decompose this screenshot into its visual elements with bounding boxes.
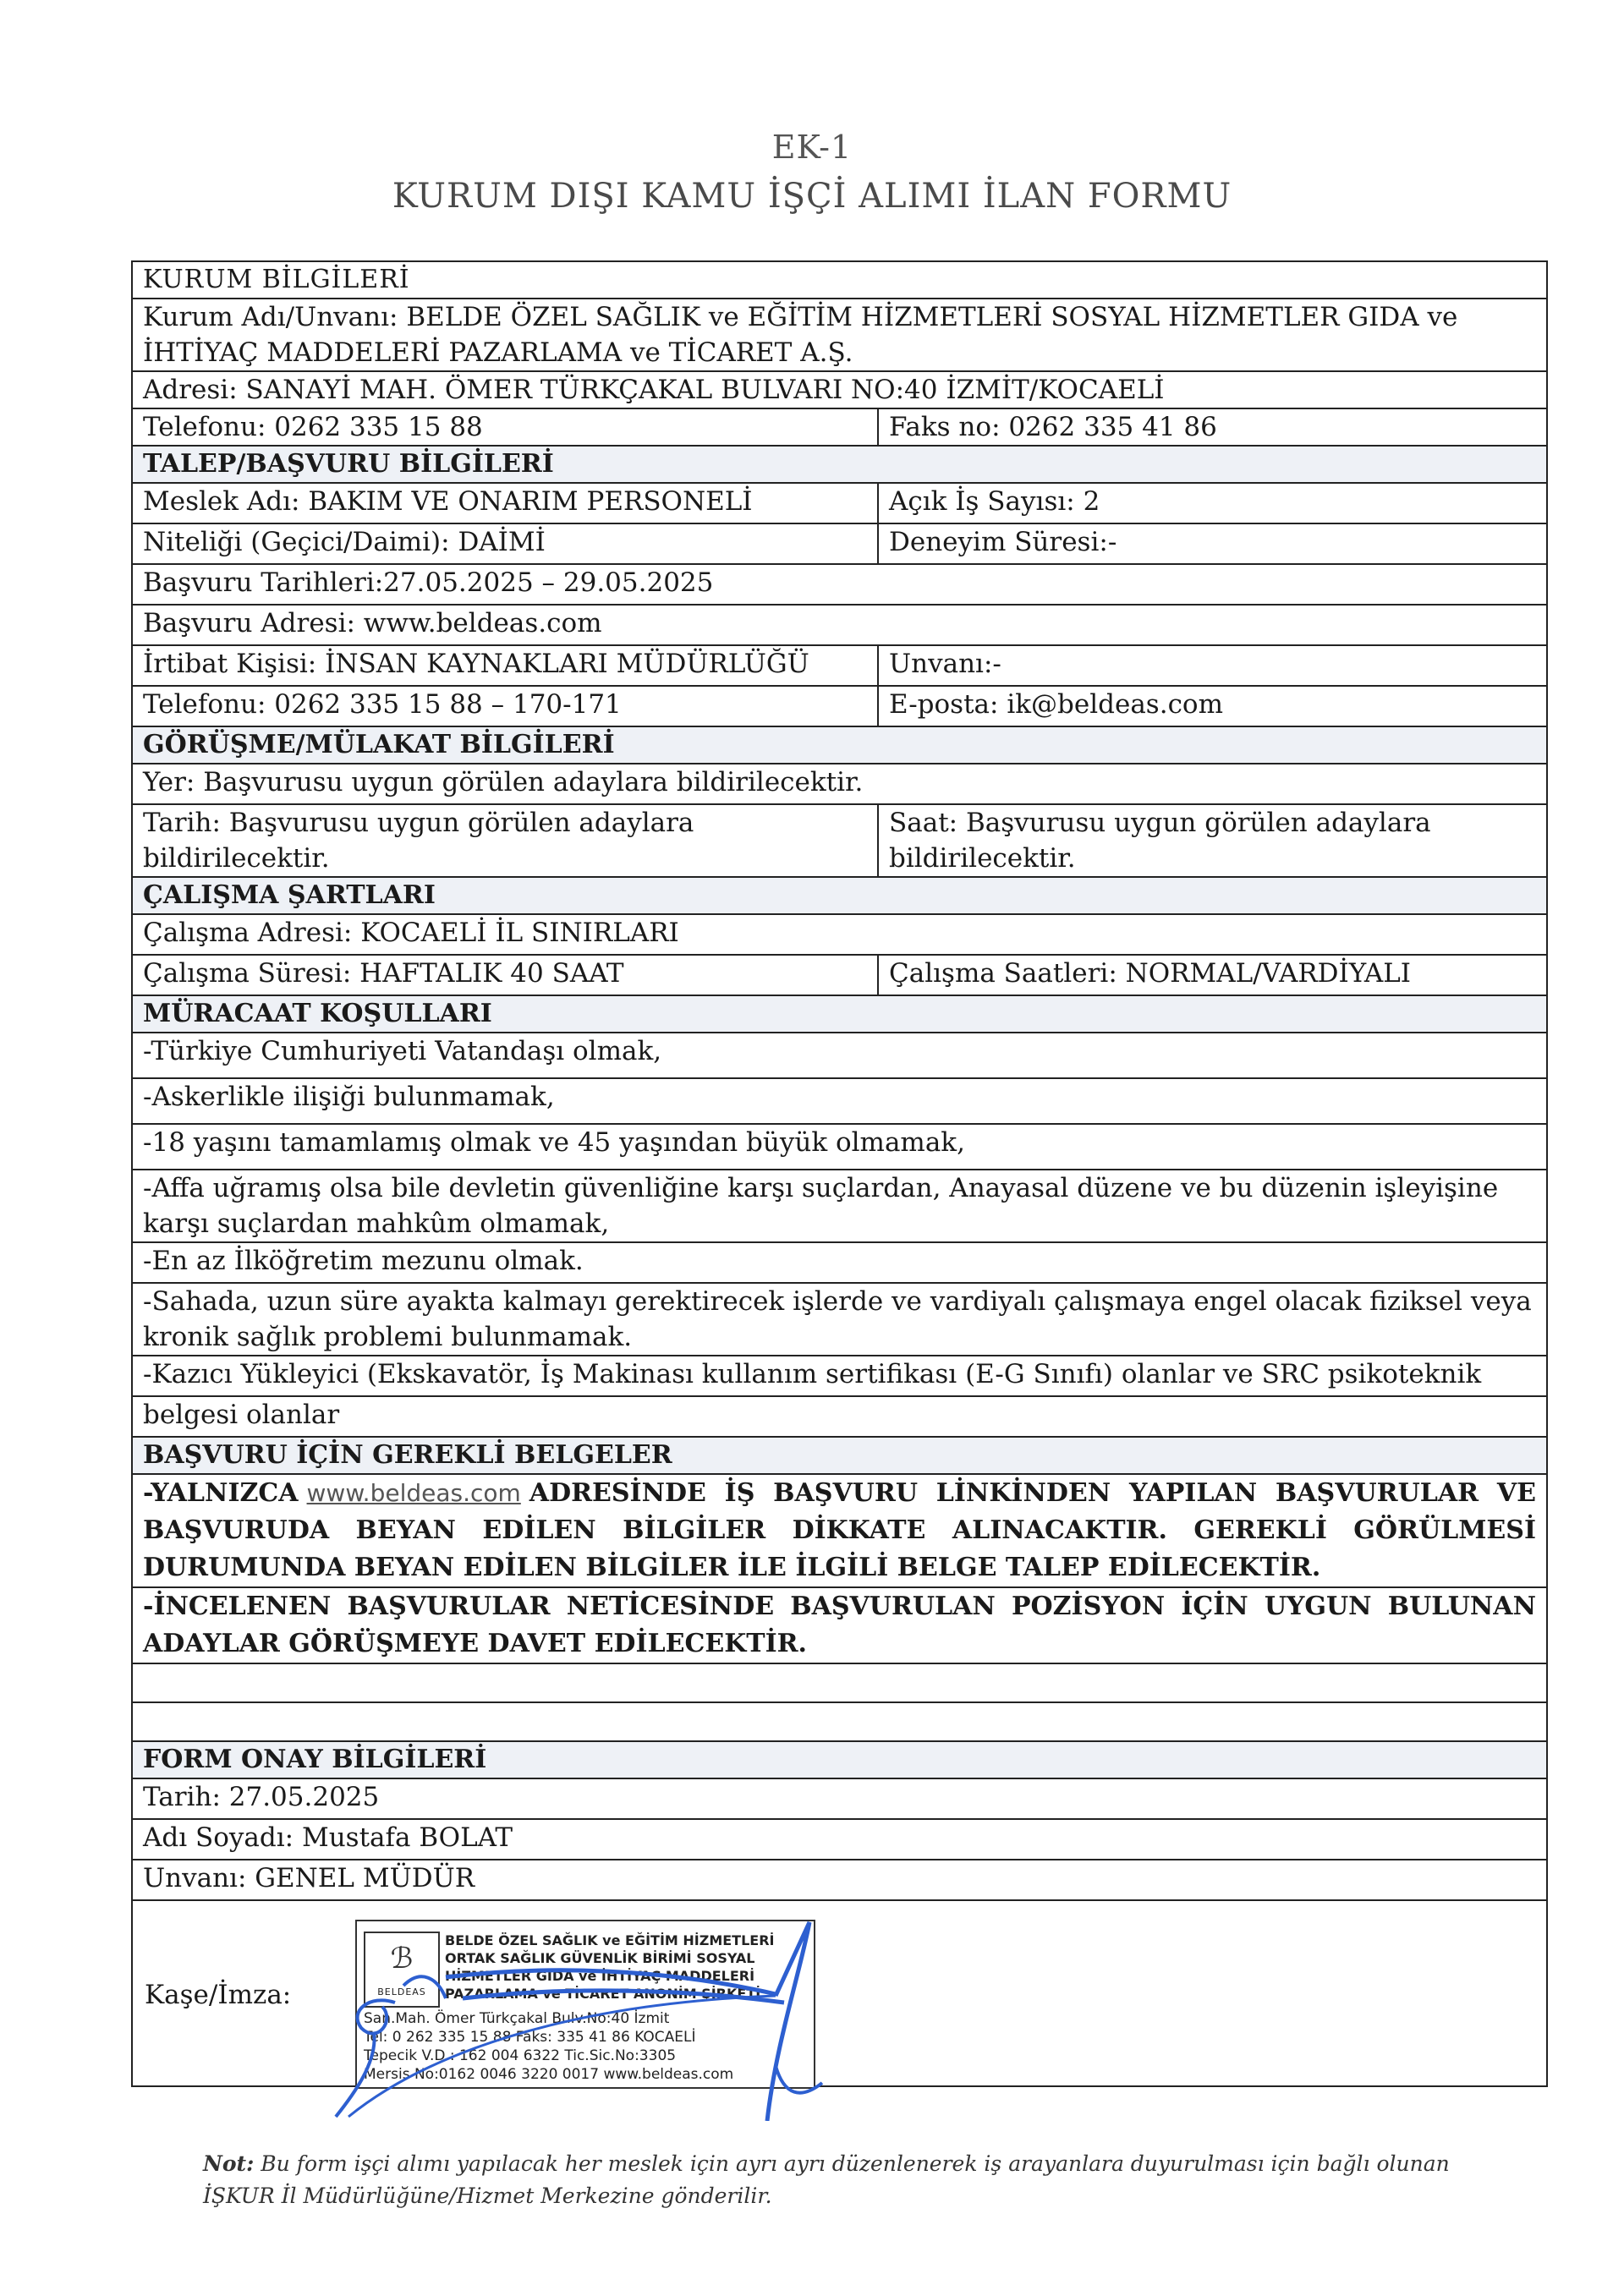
required-documents-text: ADRESİNDE İŞ BAŞVURU LİNKİNDEN YAPILAN BAŞVURULAR VE BAŞVURUDA BEYAN EDİLEN BİLGİLER DİKKATE ALINACAKTIR. GEREKLİ GÖRÜLMESİ DURUMUNDA BEYAN EDİLEN BİLGİLER İLE İLGİLİ BELGE TALEP EDİLECEKTİR.: [143, 1478, 1536, 1582]
interview-date-line1: Tarih: Başvurusu uygun görülen adaylara: [143, 808, 694, 838]
contact-phone: Telefonu: 0262 335 15 88 – 170-171: [132, 686, 878, 726]
logo-mark: ℬ: [390, 1942, 414, 1975]
interview-place: Yer: Başvurusu uygun görülen adaylara bildirilecektir.: [132, 764, 1547, 804]
job-posting-form-table: [131, 260, 1548, 2087]
required-documents-item-2: -İNCELENEN BAŞVURULAR NETİCESİNDE BAŞVURULAN POZİSYON İÇİN UYGUN BULUNAN ADAYLAR GÖRÜŞMEYE DAVET EDİLECEKTİR.: [132, 1587, 1547, 1663]
stamp-head-line: ORTAK SAĞLIK GÜVENLİK BİRİMİ SOSYAL: [445, 1950, 755, 1966]
requirement-item: -Kazıcı Yükleyici (Ekskavatör, İş Makinası kullanım sertifikası (E-G Sınıfı) olanlar ve SRC psikoteknik: [132, 1356, 1547, 1396]
section-header-application: TALEP/BAŞVURU BİLGİLERİ: [132, 446, 1547, 483]
interview-time: [878, 804, 1547, 877]
contact-title: Unvanı:-: [878, 645, 1547, 686]
institution-name-line1: Kurum Adı/Unvanı: BELDE ÖZEL SAĞLIK ve EĞİTİM HİZMETLERİ SOSYAL HİZMETLER GIDA ve: [143, 302, 1458, 332]
requirement-item: -Türkiye Cumhuriyeti Vatandaşı olmak,: [132, 1033, 1547, 1078]
institution-name-line2: İHTİYAÇ MADDELERİ PAZARLAMA ve TİCARET A.Ş.: [143, 337, 853, 368]
application-dates: Başvuru Tarihleri:27.05.2025 – 29.05.2025: [132, 564, 1547, 605]
document-header: [0, 125, 1624, 222]
approval-date: Tarih: 27.05.2025: [132, 1778, 1547, 1819]
approver-name: Adı Soyadı: Mustafa BOLAT: [132, 1819, 1547, 1860]
contact-person: İrtibat Kişisi: İNSAN KAYNAKLARI MÜDÜRLÜĞÜ: [132, 645, 878, 686]
institution-address: Adresi: SANAYİ MAH. ÖMER TÜRKÇAKAL BULVARI NO:40 İZMİT/KOCAELİ: [132, 371, 1547, 408]
stamp-body-line: San.Mah. Ömer Türkçakal Bulv.No:40 İzmit: [364, 2010, 670, 2027]
interview-date-line2: bildirilecektir.: [143, 843, 330, 874]
company-logo-icon: [364, 1932, 440, 2008]
annex-label: EK-1: [771, 129, 853, 166]
contact-email: E-posta: ik@beldeas.com: [878, 686, 1547, 726]
requirement-item: -Askerlikle ilişiği bulunmamak,: [132, 1078, 1547, 1124]
logo-brand: BELDEAS: [377, 1986, 426, 1997]
application-address: Başvuru Adresi: www.beldeas.com: [132, 605, 1547, 645]
institution-fax: Faks no: 0262 335 41 86: [878, 408, 1547, 446]
section-header-interview: GÖRÜŞME/MÜLAKAT BİLGİLERİ: [132, 726, 1547, 764]
note-label: Not:: [203, 2151, 255, 2176]
section-header-working-conditions: ÇALIŞMA ŞARTLARI: [132, 877, 1547, 914]
form-title: KURUM DIŞI KAMU İŞÇİ ALIMI İLAN FORMU: [392, 177, 1232, 216]
empty-row: [132, 1663, 1547, 1702]
approver-title: Unvanı: GENEL MÜDÜR: [132, 1860, 1547, 1900]
experience-duration: Deneyim Süresi:-: [878, 523, 1547, 564]
section-header-required-documents: BAŞVURU İÇİN GEREKLİ BELGELER: [132, 1437, 1547, 1474]
stamp-company-name: [445, 1932, 809, 2003]
stamp-head-line: PAZARLAMA ve TİCARET ANONİM ŞİRKETİ: [445, 1986, 761, 2002]
beldeas-website-link[interactable]: www.beldeas.com: [306, 1479, 521, 1507]
stamp-body-line: Mersis No:0162 0046 3220 0017 www.beldeas.com: [364, 2066, 734, 2083]
stamp-signature-cell: [132, 1900, 1547, 2086]
footer-note: [203, 2148, 1472, 2212]
interview-date: [132, 804, 878, 877]
required-documents-prefix: -YALNIZCA: [143, 1478, 299, 1508]
stamp-body-line: Tel: 0 262 335 15 88 Faks: 335 41 86 KOCAELİ: [364, 2029, 696, 2046]
employment-nature: Niteliği (Geçici/Daimi): DAİMİ: [132, 523, 878, 564]
work-duration: Çalışma Süresi: HAFTALIK 40 SAAT: [132, 955, 878, 995]
requirement-item: -18 yaşını tamamlamış olmak ve 45 yaşından büyük olmamak,: [132, 1124, 1547, 1170]
stamp-head-line: HİZMETLER GIDA ve İHTİYAÇ MADDELERİ: [445, 1968, 755, 1984]
institution-phone: Telefonu: 0262 335 15 88: [132, 408, 878, 446]
institution-name: [132, 299, 1547, 371]
stamp-head-line: BELDE ÖZEL SAĞLIK ve EĞİTİM HİZMETLERİ: [445, 1932, 775, 1948]
section-header-requirements: MÜRACAAT KOŞULLARI: [132, 995, 1547, 1033]
interview-time-line1: Saat: Başvurusu uygun görülen adaylara: [889, 808, 1431, 838]
section-header-approval: FORM ONAY BİLGİLERİ: [132, 1741, 1547, 1778]
empty-row: [132, 1702, 1547, 1741]
requirement-item: -Affa uğramış olsa bile devletin güvenliğine karşı suçlardan, Anayasal düzene ve bu düzenin işleyişine karşı suçlardan mahkûm olmamak,: [132, 1170, 1547, 1242]
stamp-details: [364, 2009, 808, 2084]
work-address: Çalışma Adresi: KOCAELİ İL SINIRLARI: [132, 914, 1547, 955]
open-positions: Açık İş Sayısı: 2: [878, 483, 1547, 523]
stamp-body-line: Tepecik V.D.: 162 004 6322 Tic.Sic.No:3305: [364, 2047, 677, 2064]
required-documents-item-1: [132, 1474, 1547, 1587]
occupation-name: Meslek Adı: BAKIM VE ONARIM PERSONELİ: [132, 483, 878, 523]
requirement-item: -En az İlköğretim mezunu olmak.: [132, 1242, 1547, 1283]
requirement-item: belgesi olanlar: [132, 1396, 1547, 1437]
company-stamp: [355, 1920, 815, 2089]
note-text: Bu form işçi alımı yapılacak her meslek için ayrı ayrı düzenlenerek iş arayanlara duyurulması için bağlı olunan İŞKUR İl Müdürlüğüne/Hizmet Merkezine gönderilir.: [203, 2151, 1450, 2208]
work-hours: Çalışma Saatleri: NORMAL/VARDİYALI: [878, 955, 1547, 995]
interview-time-line2: bildirilecektir.: [889, 843, 1076, 874]
section-header-institution: KURUM BİLGİLERİ: [132, 261, 1547, 299]
stamp-signature-label: Kaşe/İmza:: [145, 1980, 292, 2010]
requirement-item: -Sahada, uzun süre ayakta kalmayı gerektirecek işlerde ve vardiyalı çalışmaya engel olacak fiziksel veya kronik sağlık problemi bulunmamak.: [132, 1283, 1547, 1356]
